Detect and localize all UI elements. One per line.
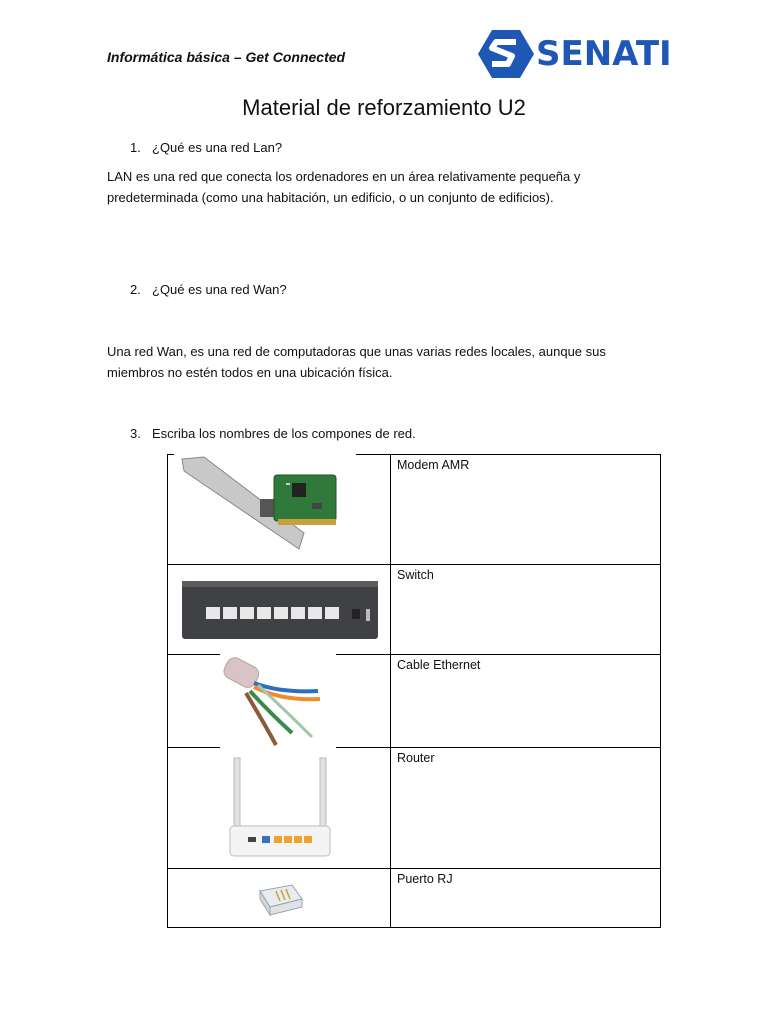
ethernet-cable-image [220, 653, 336, 749]
question-text: Escriba los nombres de los compones de red. [152, 426, 416, 441]
component-name: Puerto RJ [391, 869, 661, 928]
table-row [168, 869, 661, 928]
page-title: Material de reforzamiento U2 [242, 95, 526, 120]
table-row [168, 455, 661, 565]
question-text: ¿Qué es una red Lan? [152, 140, 283, 155]
table-row [168, 748, 661, 869]
component-name: Modem AMR [391, 455, 661, 565]
switch-image [176, 571, 390, 651]
table-row [168, 565, 661, 655]
component-name: Switch [391, 565, 661, 655]
image-cell [168, 869, 391, 928]
component-name: Router [391, 748, 661, 869]
question-2 [130, 282, 287, 297]
senati-logo [478, 28, 672, 80]
image-cell [168, 655, 391, 748]
course-header: Informática básica – Get Connected [107, 49, 346, 65]
logo-text: SENATI [536, 34, 672, 74]
image-cell [168, 455, 391, 565]
image-cell [168, 565, 391, 655]
table-row [168, 655, 661, 748]
question-text: ¿Qué es una red Wan? [152, 282, 287, 297]
question-number: 3. [130, 426, 141, 441]
question-number: 1. [130, 140, 141, 155]
question-3 [130, 426, 416, 441]
router-image [222, 748, 338, 868]
components-table [167, 454, 661, 928]
rj45-connector-image [248, 869, 312, 925]
image-cell [168, 748, 391, 869]
network-card-image [174, 453, 356, 563]
answer-1: LAN es una red que conecta los ordenadores en un área relativamente pequeña y predeterminada (como una habitación, un edificio, o un conjunto de edificios). [107, 169, 581, 205]
senati-logo-icon [478, 28, 534, 80]
question-number: 2. [130, 282, 141, 297]
question-1 [130, 140, 282, 155]
answer-2: Una red Wan, es una red de computadoras que unas varias redes locales, aunque sus miembros no estén todos en una ubicación física. [107, 344, 606, 380]
component-name: Cable Ethernet [391, 655, 661, 748]
